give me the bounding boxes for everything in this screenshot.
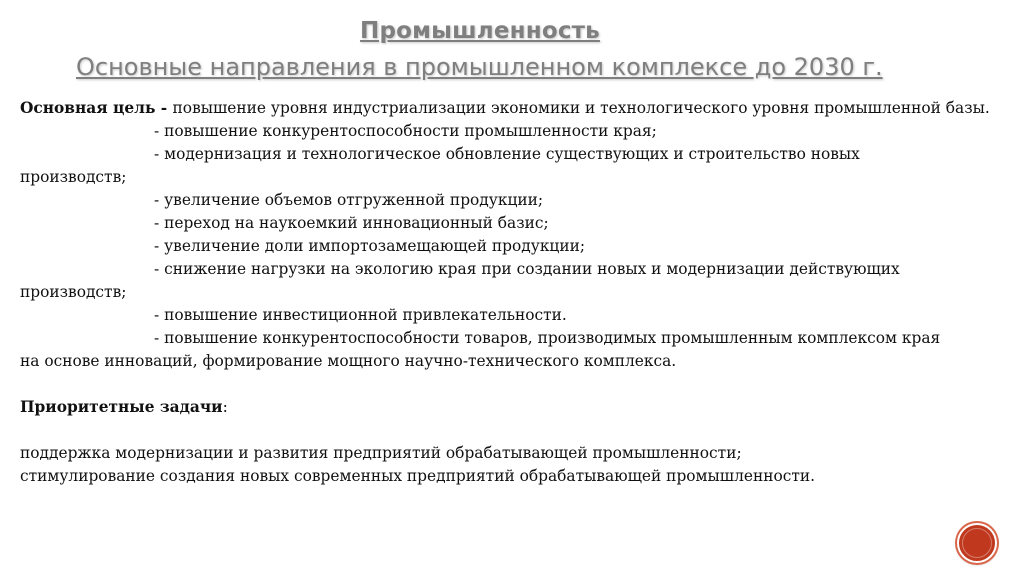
spacer — [20, 419, 1010, 442]
goal-item: - увеличение объемов отгруженной продукции; — [154, 191, 544, 209]
spacer — [20, 373, 1010, 396]
goal-text: повышение уровня индустриализации экономики и технологического уровня промышленной базы. — [172, 99, 990, 117]
task-item: стимулирование создания новых современных предприятий обрабатывающей промышленности. — [20, 467, 816, 485]
goal-item-continuation: производств; — [20, 168, 127, 186]
tasks-label: Приоритетные задачи — [20, 398, 223, 416]
goal-label: Основная цель — [20, 99, 156, 117]
goal-item: - модернизация и технологическое обновление существующих и строительство новых — [154, 145, 860, 163]
goal-item: - повышение конкурентоспособности товаров, производимых промышленным комплексом края — [154, 329, 941, 347]
slide-subtitle: Основные направления в промышленном комплексе до 2030 г. — [76, 53, 883, 81]
tasks-heading — [20, 396, 1010, 419]
goal-item: - переход на наукоемкий инновационный базис; — [154, 214, 549, 232]
goal-item: - снижение нагрузки на экологию края при создании новых и модернизации действующих — [154, 260, 900, 278]
goal-item: - повышение инвестиционной привлекательности. — [154, 306, 567, 324]
goal-item-continuation: на основе инноваций, формирование мощного научно-технического комплекса. — [20, 352, 677, 370]
goal-item: - увеличение доли импортозамещающей продукции; — [154, 237, 586, 255]
slide-title: Промышленность — [360, 18, 600, 44]
nav-button-ring — [962, 528, 992, 558]
goal-item-continuation: производств; — [20, 283, 127, 301]
task-item: поддержка модернизации и развития предприятий обрабатывающей промышленности; — [20, 444, 742, 462]
goal-item: - повышение конкурентоспособности промышленности края; — [154, 122, 657, 140]
goal-dash: - — [155, 99, 173, 117]
tasks-colon: : — [222, 398, 228, 416]
goal-paragraph — [20, 97, 1010, 120]
round-nav-button-icon[interactable] — [957, 523, 997, 563]
slide-body — [20, 97, 1010, 488]
